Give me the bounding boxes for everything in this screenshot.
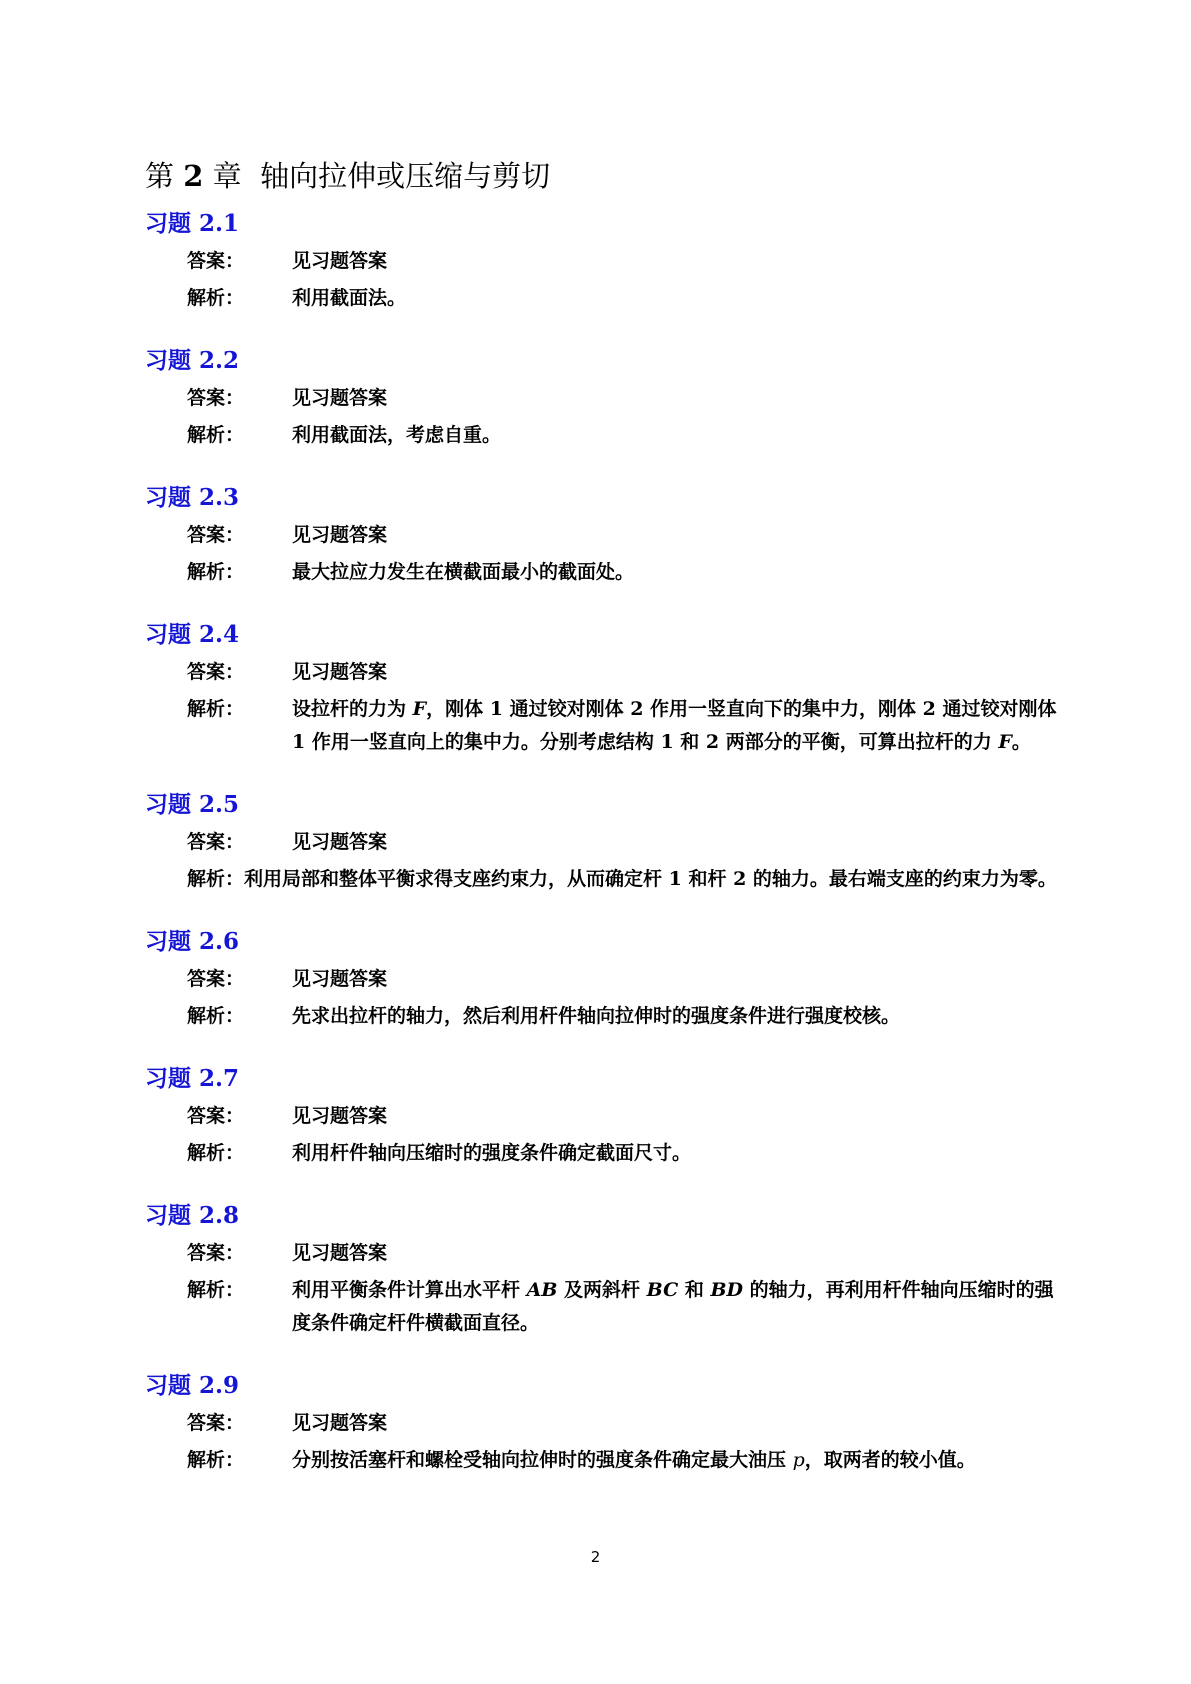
answer-line: [187, 656, 1065, 689]
answer-line: [187, 519, 1065, 552]
analysis-text-part: ，刚体 1 通过铰对刚体 2 作用一竖直向下的集中力，刚体 2 通过铰对刚体 1 作用一竖直向上的集中力。分别考虑结构 1 和 2 两部分的平衡，可算出拉杆的力: [292, 698, 1057, 753]
answer-text: 见习题答案: [292, 524, 388, 546]
exercise-heading: 习题 2.8: [145, 1202, 240, 1229]
chapter-title: [145, 156, 550, 196]
answer-text: 见习题答案: [292, 1105, 388, 1127]
variable-BD: BD: [710, 1279, 743, 1301]
answer-text: 见习题答案: [292, 968, 388, 990]
answer-text: 见习题答案: [292, 1412, 388, 1434]
exercise-2-1: [145, 207, 1065, 315]
exercise-2-2: [145, 344, 1065, 452]
chapter-prefix: 第: [145, 159, 175, 193]
answer-text: 见习题答案: [292, 661, 388, 683]
exercise-heading: 习题 2.3: [145, 484, 240, 511]
exercise-list: [145, 207, 1065, 1506]
exercise-heading: 习题 2.2: [145, 347, 240, 374]
answer-text: 见习题答案: [292, 250, 388, 272]
analysis-line: [187, 1274, 1065, 1340]
answer-label: 答案：: [187, 1242, 245, 1264]
exercise-heading: 习题 2.5: [145, 791, 240, 818]
analysis-text-part: 和: [678, 1279, 711, 1301]
analysis-label: 解析：: [187, 1279, 245, 1301]
analysis-text-part: 及两斜杆: [557, 1279, 647, 1301]
exercise-heading: 习题 2.7: [145, 1065, 240, 1092]
analysis-label: 解析：: [187, 1005, 245, 1027]
chapter-title-text: 轴向拉伸或压缩与剪切: [260, 159, 551, 193]
answer-text: 见习题答案: [292, 387, 388, 409]
analysis-line: [187, 1000, 1065, 1033]
answer-label: 答案：: [187, 1412, 245, 1434]
exercise-2-4: [145, 618, 1065, 759]
chapter-suffix: 章: [212, 159, 242, 193]
analysis-line: [187, 419, 1065, 452]
answer-line: [187, 382, 1065, 415]
answer-line: [187, 826, 1065, 859]
exercise-heading: 习题 2.6: [145, 928, 240, 955]
answer-label: 答案：: [187, 831, 245, 853]
analysis-label: 解析：: [187, 561, 245, 583]
variable-BC: BC: [646, 1279, 679, 1301]
analysis-text-part: 设拉杆的力为: [292, 698, 413, 720]
exercise-heading: 习题 2.4: [145, 621, 240, 648]
analysis-line: [187, 1444, 1065, 1477]
analysis-label: 解析：: [187, 1142, 245, 1164]
analysis-text: 利用局部和整体平衡求得支座约束力，从而确定杆 1 和杆 2 的轴力。最右端支座的约束力为零。: [244, 868, 1057, 890]
answer-label: 答案：: [187, 524, 245, 546]
answer-line: [187, 1100, 1065, 1133]
answer-line: [187, 963, 1065, 996]
analysis-text: 利用杆件轴向压缩时的强度条件确定截面尺寸。: [292, 1142, 692, 1164]
analysis-text: 利用截面法，考虑自重。: [292, 424, 502, 446]
answer-text: 见习题答案: [292, 1242, 388, 1264]
analysis-line: [187, 863, 1065, 896]
analysis-text-part: 分别按活塞杆和螺栓受轴向拉伸时的强度条件确定最大油压: [292, 1449, 793, 1471]
variable-p: p: [792, 1449, 805, 1471]
analysis-label: 解析：: [187, 424, 245, 446]
analysis-label: 解析：: [187, 698, 245, 720]
exercise-2-8: [145, 1199, 1065, 1340]
answer-label: 答案：: [187, 387, 245, 409]
answer-label: 答案：: [187, 661, 245, 683]
analysis-line: [187, 1137, 1065, 1170]
analysis-line: [187, 693, 1065, 759]
exercise-2-7: [145, 1062, 1065, 1170]
answer-text: 见习题答案: [292, 831, 388, 853]
analysis-text: 最大拉应力发生在横截面最小的截面处。: [292, 561, 635, 583]
variable-F: F: [412, 698, 427, 720]
analysis-text-part: ，取两者的较小值。: [804, 1449, 976, 1471]
answer-label: 答案：: [187, 250, 245, 272]
analysis-label: 解析：: [187, 287, 245, 309]
analysis-line: [187, 556, 1065, 589]
answer-line: [187, 1237, 1065, 1270]
answer-label: 答案：: [187, 1105, 245, 1127]
analysis-line: [187, 282, 1065, 315]
analysis-label: 解析：: [187, 1449, 245, 1471]
answer-line: [187, 1407, 1065, 1440]
exercise-2-6: [145, 925, 1065, 1033]
answer-line: [187, 245, 1065, 278]
analysis-text-part: 利用平衡条件计算出水平杆: [292, 1279, 527, 1301]
exercise-2-3: [145, 481, 1065, 589]
variable-AB: AB: [526, 1279, 558, 1301]
answer-label: 答案：: [187, 968, 245, 990]
analysis-text-part: 的轴力，再利用杆件轴向压缩时的强度条件确定杆件横截面直径。: [292, 1279, 1054, 1334]
exercise-2-5: [145, 788, 1065, 896]
analysis-label: 解析：: [187, 868, 245, 890]
exercise-2-9: [145, 1369, 1065, 1477]
page-number: 2: [590, 1548, 601, 1566]
exercise-heading: 习题 2.1: [145, 210, 240, 237]
analysis-text: 利用截面法。: [292, 287, 407, 309]
analysis-text-part: 。: [1011, 731, 1031, 753]
analysis-text: 先求出拉杆的轴力，然后利用杆件轴向拉伸时的强度条件进行强度校核。: [292, 1005, 901, 1027]
chapter-number: 2: [183, 159, 204, 193]
variable-F: F: [998, 731, 1012, 753]
exercise-heading: 习题 2.9: [145, 1372, 240, 1399]
